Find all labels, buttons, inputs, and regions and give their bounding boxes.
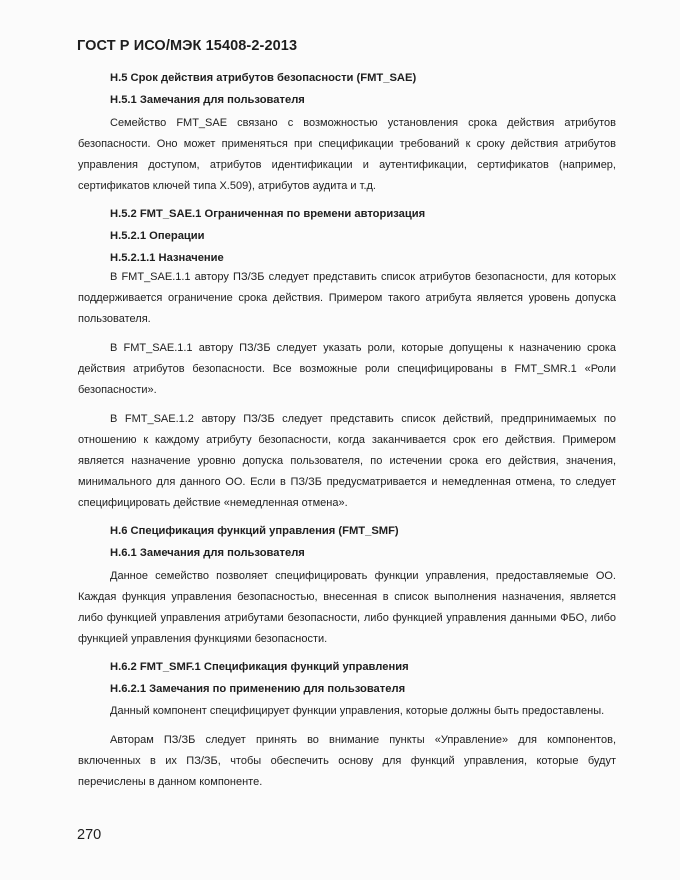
document-body <box>78 66 616 793</box>
subsection-heading: H.6.1 Замечания для пользователя <box>110 547 305 559</box>
subsection-heading: H.6.2.1 Замечания по применению для пользователя <box>110 683 406 695</box>
paragraph: Авторам ПЗ/ЗБ следует принять во внимание пункты «Управление» для компонентов, включенных в их ПЗ/ЗБ, чтобы обеспечить основу для функций управления, которые будут перечислены в данном компоненте. <box>78 734 616 788</box>
page-number: 270 <box>77 827 102 843</box>
subsection-heading: H.5.2 FMT_SAE.1 Ограниченная по времени авторизация <box>110 208 426 220</box>
subsection-heading: H.5.1 Замечания для пользователя <box>110 94 305 106</box>
paragraph: В FMT_SAE.1.1 автору ПЗ/ЗБ следует указать роли, которые допущены к назначению срока действия атрибутов безопасности. Все возможные роли специфицированы в FMT_SMR.1 «Роли безопасности». <box>78 342 616 396</box>
subsection-heading: H.5.2.1.1 Назначение <box>110 252 224 264</box>
paragraph: В FMT_SAE.1.1 автору ПЗ/ЗБ следует представить список атрибутов безопасности, для которых поддерживается ограничение срока действия. Примером такого атрибута является уровень допуска пользователя. <box>78 271 616 325</box>
subsection-heading: H.5.2.1 Операции <box>110 230 205 242</box>
section-heading: H.5 Срок действия атрибутов безопасности (FMT_SAE) <box>110 72 417 84</box>
paragraph: Семейство FMT_SAE связано с возможностью установления срока действия атрибутов безопасности. Оно может применяться при спецификации требований к сроку действия атрибутов управления доступом, атрибутов идентификации и аутентификации, сертификатов (например, сертификатов ключей типа X.509), атрибутов аудита и т.д. <box>78 117 616 192</box>
paragraph: Данный компонент специфицирует функции управления, которые должны быть предоставлены. <box>110 705 605 717</box>
document-header: ГОСТ Р ИСО/МЭК 15408-2-2013 <box>77 38 298 54</box>
paragraph: В FMT_SAE.1.2 автору ПЗ/ЗБ следует представить список действий, предпринимаемых по отношению к каждому атрибуту безопасности, когда заканчивается срок его действия. Примером является назначение уровню допуска пользователя, по истечении срока его действия, значения, минимального для данного ОО. Если в ПЗ/ЗБ предусматривается и немедленная отмена, то следует специфицировать действие «немедленная отмена». <box>78 413 616 509</box>
paragraph: Данное семейство позволяет специфицировать функции управления, предоставляемые ОО. Каждая функция управления безопасностью, внесенная в список выполнения назначения, является либо функцией управления атрибутами безопасности, либо функцией управления данными ФБО, либо функцией управления функциями безопасности. <box>78 570 616 645</box>
section-heading: H.6 Спецификация функций управления (FMT_SMF) <box>110 525 399 537</box>
subsection-heading: H.6.2 FMT_SMF.1 Спецификация функций управления <box>110 661 409 673</box>
